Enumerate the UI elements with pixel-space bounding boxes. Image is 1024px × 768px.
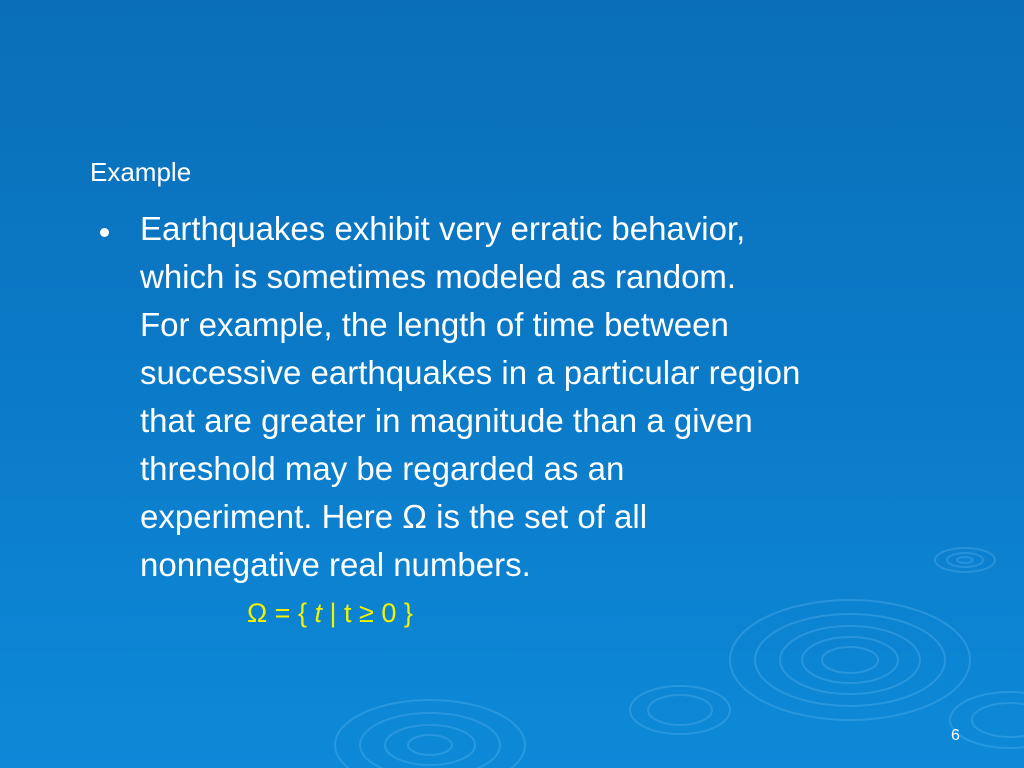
bullet-point-icon — [100, 228, 109, 237]
formula-variable: t — [314, 598, 323, 628]
bullet-line: For example, the length of time between — [140, 306, 729, 343]
bullet-line: threshold may be regarded as an — [140, 450, 625, 487]
bullet-line: which is sometimes modeled as random. — [140, 258, 737, 295]
bullet-line: successive earthquakes in a particular region — [140, 354, 801, 391]
bullet-line: experiment. Here Ω is the set of all — [140, 498, 648, 535]
bullet-line: that are greater in magnitude than a given — [140, 402, 753, 439]
bullet-line: Earthquakes exhibit very erratic behavior, — [140, 210, 746, 247]
formula-lhs: Ω = { — [247, 598, 307, 628]
slide-subtitle: Example — [90, 157, 192, 187]
bullet-text — [140, 205, 970, 589]
bullet-line: nonnegative real numbers. — [140, 546, 531, 583]
page-number: 6 — [951, 727, 960, 744]
sample-space-formula — [247, 595, 413, 631]
formula-rhs: | t ≥ 0 } — [329, 598, 413, 628]
